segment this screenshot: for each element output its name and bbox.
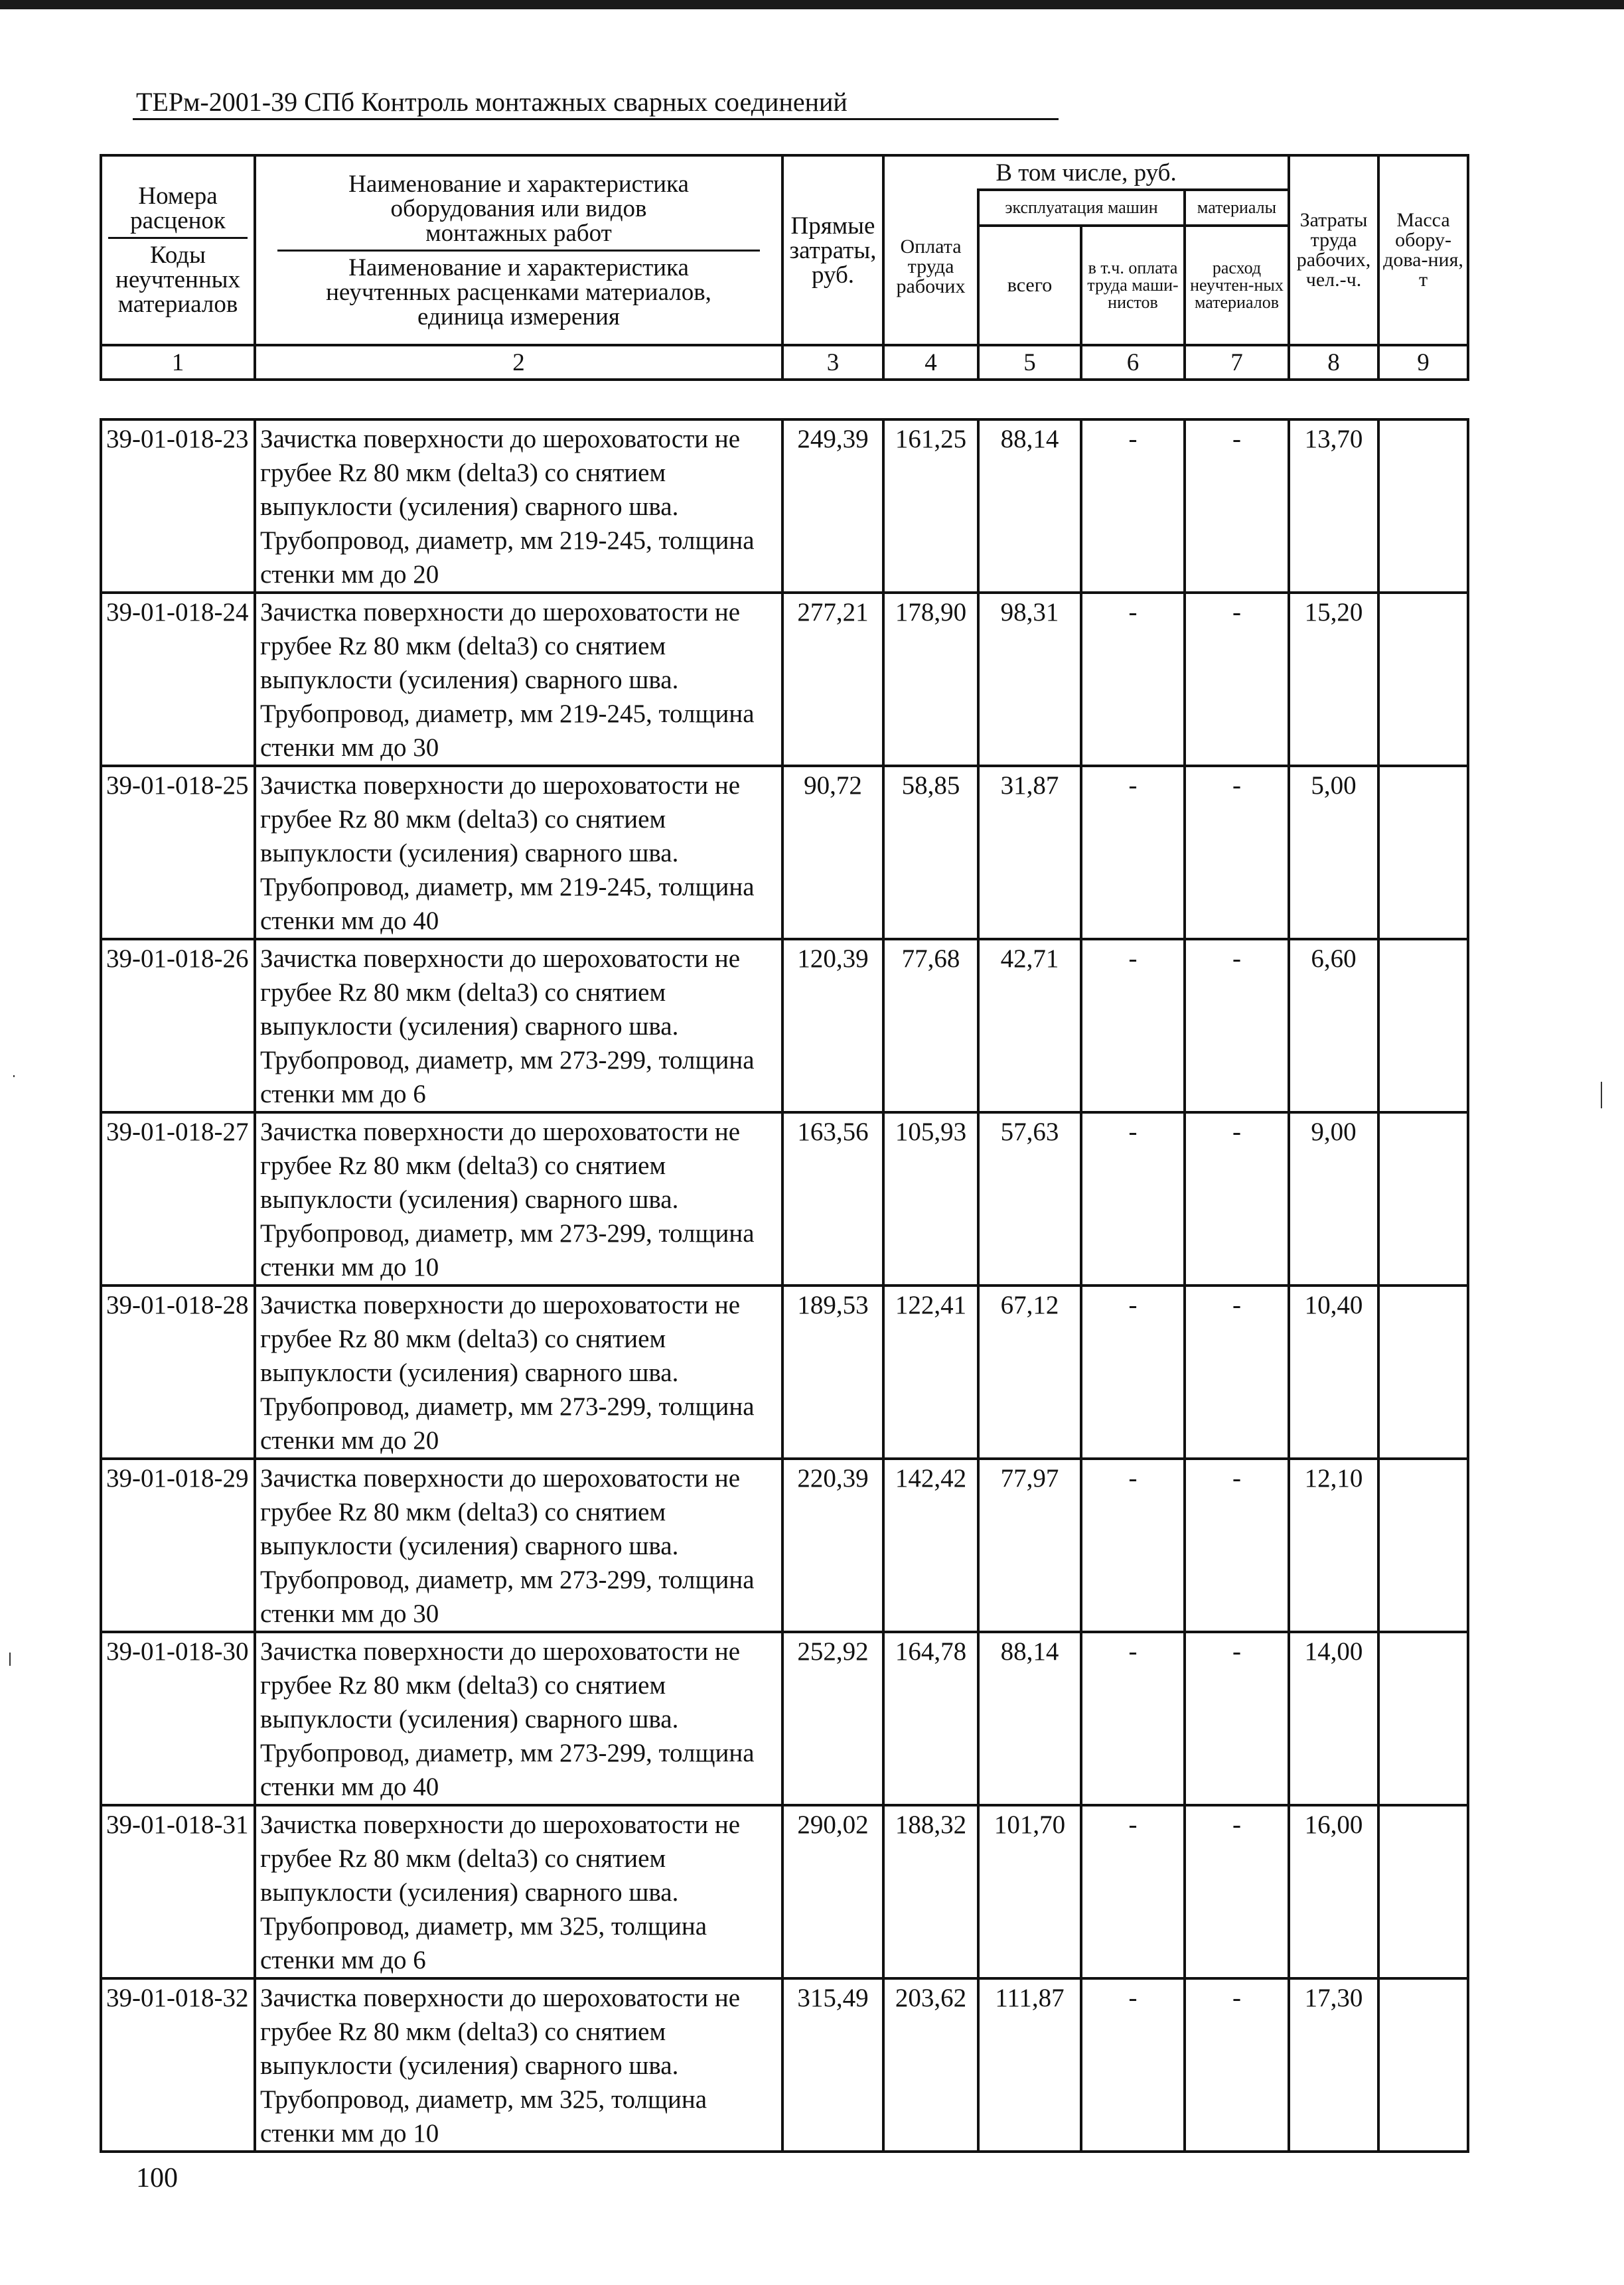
labor-hours: 10,40 (1289, 1286, 1378, 1459)
table-row (101, 939, 1468, 1112)
labor-pay: 58,85 (883, 766, 978, 939)
materials-usage: - (1185, 1112, 1289, 1286)
materials-usage: - (1185, 766, 1289, 939)
header-including: В том числе, руб. (883, 155, 1289, 190)
rate-description: Зачистка поверхности до шероховатости не грубее Rz 80 мкм (delta3) со снятием выпуклости (усиления) сварного шва. Трубопровод, диаметр, мм 325, толщина стенки мм до 6 (255, 1805, 782, 1978)
labor-hours: 15,20 (1289, 593, 1378, 766)
labor-pay: 178,90 (883, 593, 978, 766)
header-col2-divider (277, 250, 761, 252)
machinist-pay: - (1081, 1459, 1185, 1632)
equipment-mass (1378, 419, 1468, 593)
labor-pay: 122,41 (883, 1286, 978, 1459)
equipment-mass (1378, 1978, 1468, 2152)
title-underline (133, 118, 1059, 120)
labor-hours: 16,00 (1289, 1805, 1378, 1978)
header-col-codes (101, 155, 255, 345)
equipment-mass (1378, 593, 1468, 766)
labor-hours: 9,00 (1289, 1112, 1378, 1286)
rate-code: 39-01-018-23 (101, 419, 255, 593)
table-row (101, 593, 1468, 766)
rate-code: 39-01-018-30 (101, 1632, 255, 1805)
table-row (101, 1632, 1468, 1805)
machine-operation: 98,31 (978, 593, 1081, 766)
labor-pay: 142,42 (883, 1459, 978, 1632)
rate-code: 39-01-018-28 (101, 1286, 255, 1459)
header-col-number: 4 (883, 345, 978, 380)
labor-hours: 14,00 (1289, 1632, 1378, 1805)
table-row (101, 766, 1468, 939)
header-col2-bottom: Наименование и характеристика неучтенных расценками материалов, единица измерения (326, 254, 711, 331)
machinist-pay: - (1081, 419, 1185, 593)
header-col-number: 8 (1289, 345, 1378, 380)
machine-operation: 67,12 (978, 1286, 1081, 1459)
rate-description: Зачистка поверхности до шероховатости не грубее Rz 80 мкм (delta3) со снятием выпуклости (усиления) сварного шва. Трубопровод, диаметр, мм 273-299, толщина стенки мм до 20 (255, 1286, 782, 1459)
table-row (101, 1978, 1468, 2152)
machinist-pay: - (1081, 1632, 1185, 1805)
equipment-mass (1378, 1286, 1468, 1459)
direct-costs: 290,02 (782, 1805, 883, 1978)
rate-description: Зачистка поверхности до шероховатости не грубее Rz 80 мкм (delta3) со снятием выпуклости (усиления) сварного шва. Трубопровод, диаметр, мм 273-299, толщина стенки мм до 10 (255, 1112, 782, 1286)
table-row (101, 419, 1468, 593)
materials-usage: - (1185, 419, 1289, 593)
scan-speck (9, 1653, 11, 1666)
header-machine-total: всего (978, 226, 1081, 345)
table-row (101, 1286, 1468, 1459)
labor-hours: 5,00 (1289, 766, 1378, 939)
labor-hours: 13,70 (1289, 419, 1378, 593)
materials-usage: - (1185, 1286, 1289, 1459)
equipment-mass (1378, 1805, 1468, 1978)
machine-operation: 77,97 (978, 1459, 1081, 1632)
top-border (0, 0, 1624, 9)
labor-pay: 164,78 (883, 1632, 978, 1805)
table-row (101, 1805, 1468, 1978)
machinist-pay: - (1081, 939, 1185, 1112)
header-col-number: 2 (255, 345, 782, 380)
rate-description: Зачистка поверхности до шероховатости не грубее Rz 80 мкм (delta3) со снятием выпуклости (усиления) сварного шва. Трубопровод, диаметр, мм 273-299, толщина стенки мм до 40 (255, 1632, 782, 1805)
rate-code: 39-01-018-29 (101, 1459, 255, 1632)
header-machine-operation: эксплуатация машин (978, 190, 1185, 226)
page-number: 100 (136, 2163, 178, 2193)
header-col2-top: Наименование и характеристика оборудования или видов монтажных работ (348, 170, 689, 247)
table-row (101, 1112, 1468, 1286)
labor-pay: 105,93 (883, 1112, 978, 1286)
direct-costs: 189,53 (782, 1286, 883, 1459)
header-direct-costs: Прямые затраты, руб. (782, 155, 883, 345)
direct-costs: 163,56 (782, 1112, 883, 1286)
rate-description: Зачистка поверхности до шероховатости не грубее Rz 80 мкм (delta3) со снятием выпуклости (усиления) сварного шва. Трубопровод, диаметр, мм 219-245, толщина стенки мм до 20 (255, 419, 782, 593)
equipment-mass (1378, 939, 1468, 1112)
rate-description: Зачистка поверхности до шероховатости не грубее Rz 80 мкм (delta3) со снятием выпуклости (усиления) сварного шва. Трубопровод, диаметр, мм 273-299, толщина стенки мм до 30 (255, 1459, 782, 1632)
direct-costs: 315,49 (782, 1978, 883, 2152)
header-materials-usage: расход неучтен-ных материалов (1185, 226, 1289, 345)
labor-hours: 12,10 (1289, 1459, 1378, 1632)
header-col-number: 6 (1081, 345, 1185, 380)
equipment-mass (1378, 1459, 1468, 1632)
table-row (101, 1459, 1468, 1632)
labor-hours: 6,60 (1289, 939, 1378, 1112)
document-title: ТЕРм-2001-39 СПб Контроль монтажных сварных соединений (136, 87, 848, 117)
header-materials: материалы (1185, 190, 1289, 226)
machinist-pay: - (1081, 1286, 1185, 1459)
equipment-mass (1378, 1632, 1468, 1805)
direct-costs: 120,39 (782, 939, 883, 1112)
header-labor-costs: Затраты труда рабочих, чел.-ч. (1289, 155, 1378, 345)
rate-description: Зачистка поверхности до шероховатости не грубее Rz 80 мкм (delta3) со снятием выпуклости (усиления) сварного шва. Трубопровод, диаметр, мм 325, толщина стенки мм до 10 (255, 1978, 782, 2152)
header-col-number: 7 (1185, 345, 1289, 380)
header-equipment-mass: Масса обору-дова-ния, т (1378, 155, 1468, 345)
machine-operation: 88,14 (978, 1632, 1081, 1805)
rates-table (100, 418, 1469, 2153)
rate-code: 39-01-018-32 (101, 1978, 255, 2152)
machinist-pay: - (1081, 1112, 1185, 1286)
direct-costs: 220,39 (782, 1459, 883, 1632)
machine-operation: 42,71 (978, 939, 1081, 1112)
labor-pay: 203,62 (883, 1978, 978, 2152)
direct-costs: 252,92 (782, 1632, 883, 1805)
machinist-pay: - (1081, 1978, 1185, 2152)
rate-code: 39-01-018-26 (101, 939, 255, 1112)
labor-pay: 77,68 (883, 939, 978, 1112)
header-col-number: 9 (1378, 345, 1468, 380)
header-labor-pay: Оплата труда рабочих (883, 190, 978, 345)
materials-usage: - (1185, 1632, 1289, 1805)
materials-usage: - (1185, 593, 1289, 766)
materials-usage: - (1185, 1978, 1289, 2152)
header-col1-bottom: Коды неучтенных материалов (115, 242, 240, 318)
materials-usage: - (1185, 939, 1289, 1112)
header-col-number: 1 (101, 345, 255, 380)
scan-speck (1601, 1082, 1602, 1108)
direct-costs: 277,21 (782, 593, 883, 766)
rate-code: 39-01-018-25 (101, 766, 255, 939)
equipment-mass (1378, 1112, 1468, 1286)
machinist-pay: - (1081, 593, 1185, 766)
machine-operation: 111,87 (978, 1978, 1081, 2152)
equipment-mass (1378, 766, 1468, 939)
rate-code: 39-01-018-31 (101, 1805, 255, 1978)
materials-usage: - (1185, 1805, 1289, 1978)
rate-description: Зачистка поверхности до шероховатости не грубее Rz 80 мкм (delta3) со снятием выпуклости (усиления) сварного шва. Трубопровод, диаметр, мм 273-299, толщина стенки мм до 6 (255, 939, 782, 1112)
header-col1-divider (108, 237, 248, 239)
materials-usage: - (1185, 1459, 1289, 1632)
header-table (100, 154, 1469, 381)
header-col-number: 3 (782, 345, 883, 380)
direct-costs: 249,39 (782, 419, 883, 593)
header-col1-top: Номера расценок (130, 183, 226, 234)
direct-costs: 90,72 (782, 766, 883, 939)
rate-code: 39-01-018-27 (101, 1112, 255, 1286)
machine-operation: 101,70 (978, 1805, 1081, 1978)
header-col-number: 5 (978, 345, 1081, 380)
rate-description: Зачистка поверхности до шероховатости не грубее Rz 80 мкм (delta3) со снятием выпуклости (усиления) сварного шва. Трубопровод, диаметр, мм 219-245, толщина стенки мм до 30 (255, 593, 782, 766)
rate-description: Зачистка поверхности до шероховатости не грубее Rz 80 мкм (delta3) со снятием выпуклости (усиления) сварного шва. Трубопровод, диаметр, мм 219-245, толщина стенки мм до 40 (255, 766, 782, 939)
machinist-pay: - (1081, 766, 1185, 939)
rate-code: 39-01-018-24 (101, 593, 255, 766)
machine-operation: 31,87 (978, 766, 1081, 939)
labor-pay: 188,32 (883, 1805, 978, 1978)
machine-operation: 57,63 (978, 1112, 1081, 1286)
labor-hours: 17,30 (1289, 1978, 1378, 2152)
scan-speck (13, 1075, 15, 1077)
machinist-pay: - (1081, 1805, 1185, 1978)
machine-operation: 88,14 (978, 419, 1081, 593)
header-col-names (255, 155, 782, 345)
header-machinist-pay: в т.ч. оплата труда маши-нистов (1081, 226, 1185, 345)
labor-pay: 161,25 (883, 419, 978, 593)
